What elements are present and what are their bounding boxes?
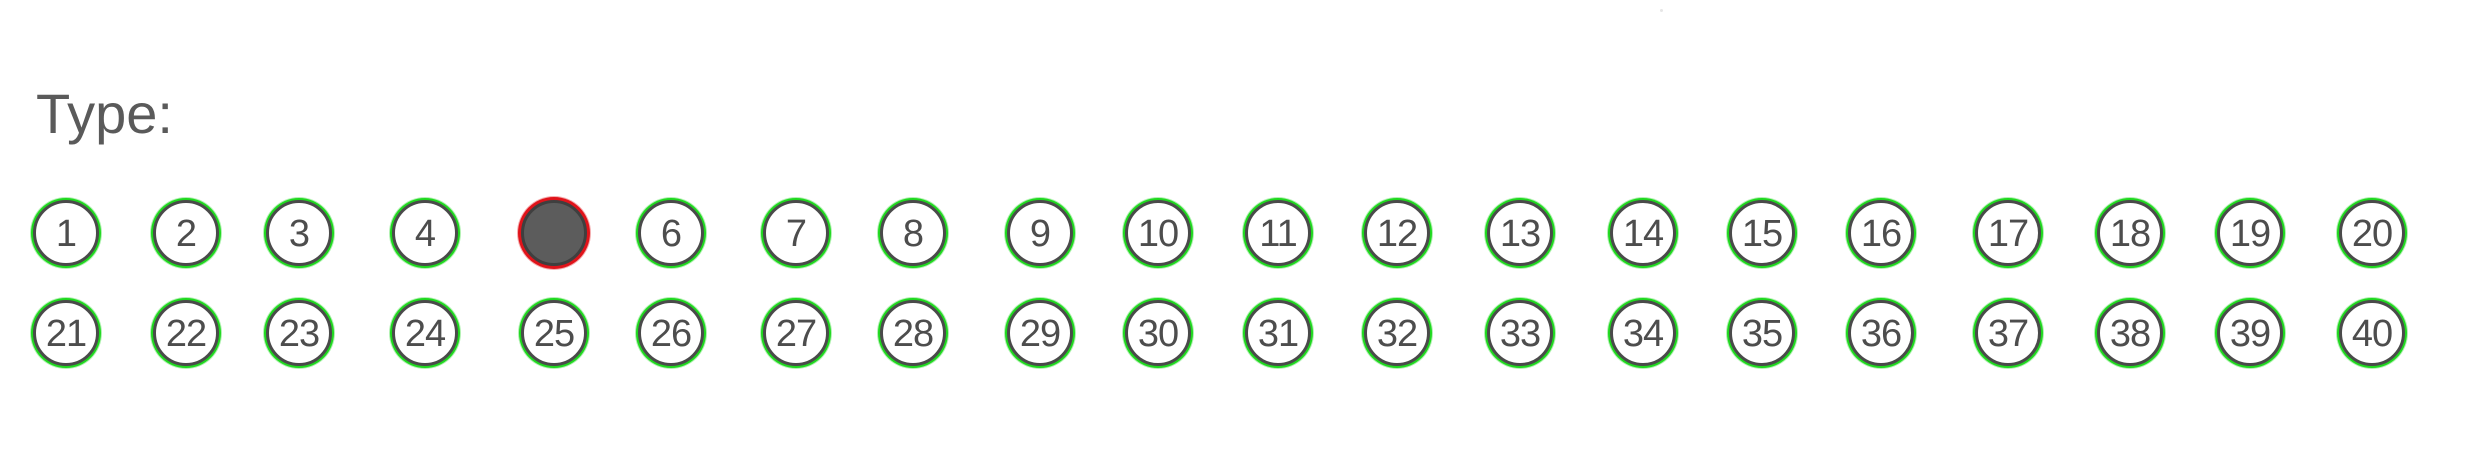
type-option-number: 39 [2229,313,2271,355]
type-option[interactable] [2217,300,2283,366]
type-option[interactable] [638,200,704,266]
type-option-number: 16 [1860,213,1902,255]
type-option-number: 27 [775,313,817,355]
type-option[interactable] [521,300,587,366]
type-option-number: 35 [1741,313,1783,355]
type-option-number: 8 [902,213,924,255]
type-option-number: 22 [165,313,207,355]
type-option[interactable] [1245,300,1311,366]
type-option[interactable] [880,300,946,366]
type-option-number: 24 [404,313,446,355]
type-option[interactable] [1975,200,2041,266]
type-option-number: 15 [1741,213,1783,255]
type-option-number: 23 [278,313,320,355]
type-option[interactable] [153,300,219,366]
type-option-number: 7 [785,213,807,255]
type-option-number: 11 [1259,213,1297,255]
type-option-number: 17 [1987,213,2029,255]
type-option[interactable] [1364,300,1430,366]
type-option[interactable] [266,300,332,366]
type-option-number: 32 [1376,313,1418,355]
type-option[interactable] [2097,300,2163,366]
type-option-number: 4 [414,213,436,255]
type-option[interactable] [2339,300,2405,366]
type-option[interactable] [2097,200,2163,266]
type-option[interactable] [1610,200,1676,266]
type-option[interactable] [153,200,219,266]
type-option-number: 36 [1860,313,1902,355]
type-option-number: 29 [1019,313,1061,355]
type-option-number: 30 [1137,313,1179,355]
type-option-selected[interactable] [521,200,587,266]
type-option-number: 26 [650,313,692,355]
type-option-number: 13 [1499,213,1541,255]
type-option[interactable] [266,200,332,266]
type-option[interactable] [1729,200,1795,266]
type-option-number: 37 [1987,313,2029,355]
type-option[interactable] [763,200,829,266]
type-option-number: 33 [1499,313,1541,355]
type-option-number: 20 [2351,213,2393,255]
type-option[interactable] [33,300,99,366]
type-option[interactable] [392,200,458,266]
type-option[interactable] [1610,300,1676,366]
type-label: Type: [36,82,173,145]
type-option[interactable] [1848,200,1914,266]
type-option-number: 40 [2351,313,2393,355]
type-option[interactable] [1125,200,1191,266]
type-option[interactable] [638,300,704,366]
type-option[interactable] [392,300,458,366]
type-option[interactable] [1245,200,1311,266]
type-option-number: 31 [1257,313,1299,355]
type-option[interactable] [1125,300,1191,366]
type-option-number: 3 [288,213,310,255]
type-option-number: 18 [2109,213,2151,255]
type-option-number: 38 [2109,313,2151,355]
type-option[interactable] [1364,200,1430,266]
type-option[interactable] [1007,200,1073,266]
type-option-number: 2 [175,213,197,255]
type-option[interactable] [2339,200,2405,266]
type-option[interactable] [1487,300,1553,366]
type-option-number: 19 [2229,213,2271,255]
type-option-number: 1 [55,213,77,255]
type-option-number: 21 [45,313,87,355]
type-option[interactable] [33,200,99,266]
type-option-number: 25 [533,313,575,355]
type-option-number: 14 [1622,213,1664,255]
type-option[interactable] [1975,300,2041,366]
type-option-number: 9 [1029,213,1051,255]
type-option-number: 28 [892,313,934,355]
type-option[interactable] [1487,200,1553,266]
type-option[interactable] [1007,300,1073,366]
type-option-number: 12 [1376,213,1418,255]
type-option-number: 34 [1622,313,1664,355]
type-option[interactable] [880,200,946,266]
type-option-number: 10 [1137,213,1179,255]
type-option[interactable] [763,300,829,366]
type-option[interactable] [2217,200,2283,266]
type-option[interactable] [1848,300,1914,366]
type-option-number: 6 [660,213,682,255]
type-option[interactable] [1729,300,1795,366]
